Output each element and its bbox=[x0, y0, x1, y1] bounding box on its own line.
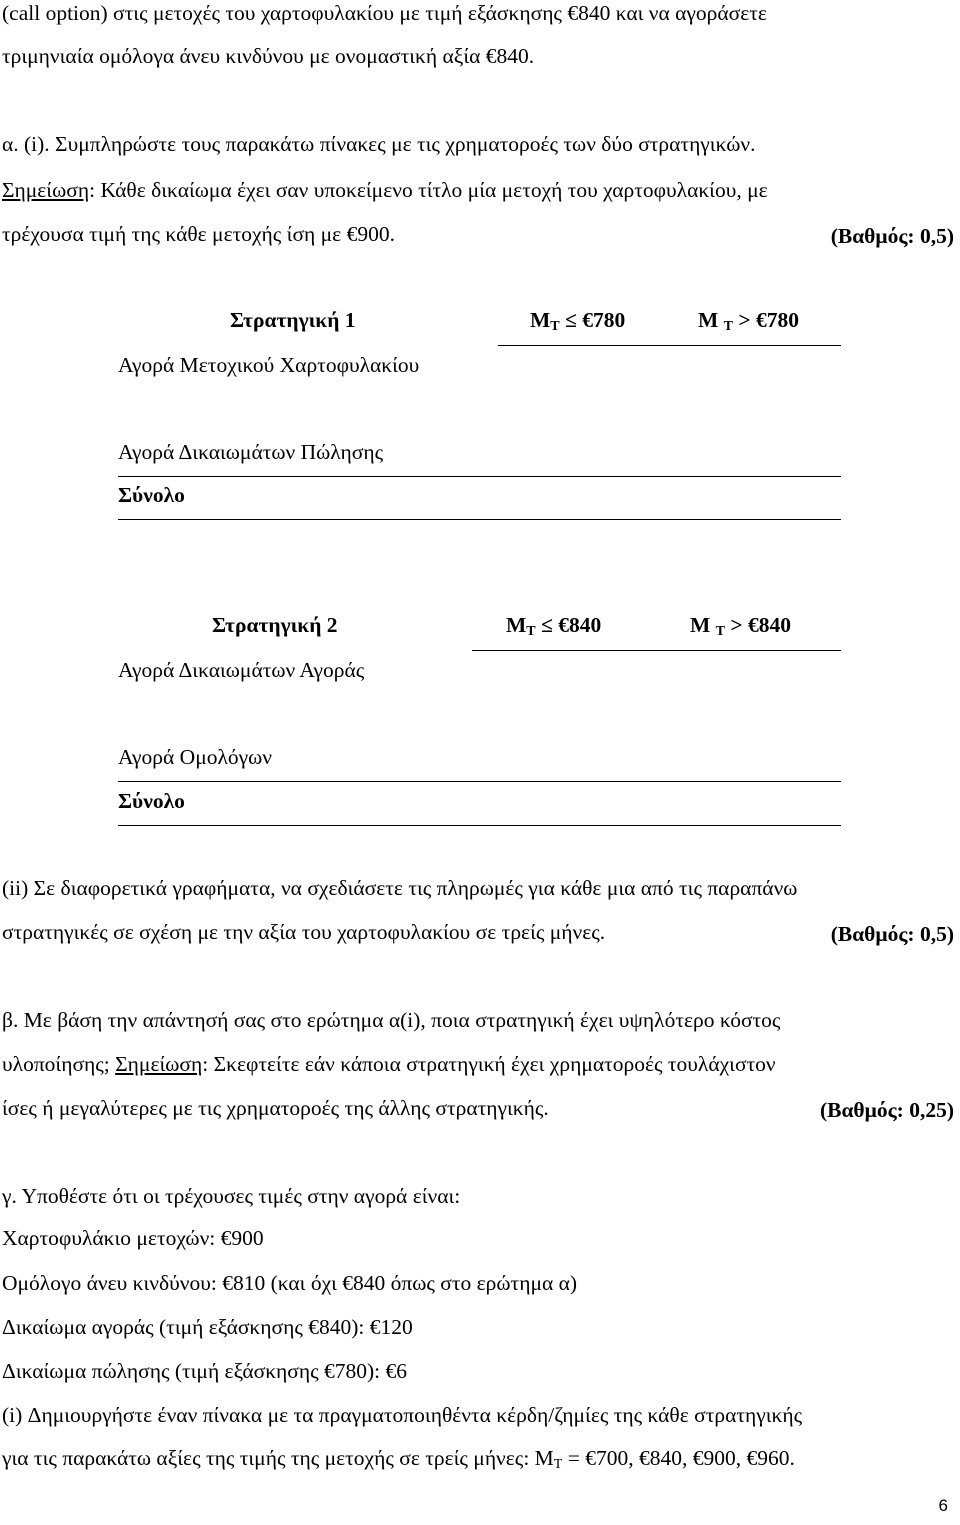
strategy-1-col-1 bbox=[530, 310, 625, 332]
col-1-m: M bbox=[506, 613, 527, 637]
strategy-1-row-2: Αγορά Δικαιωμάτων Πώλησης bbox=[118, 440, 384, 464]
part-a-line-2 bbox=[2, 180, 768, 202]
strategy-2-header-rule bbox=[472, 650, 841, 651]
strategy-1-total-rule bbox=[118, 476, 841, 477]
part-aii-line-1: (ii) Σε διαφορετικά γραφήματα, να σχεδιάσετε τις πληρωμές για κάθε μια από τις παραπάνω bbox=[2, 876, 798, 900]
note-label: Σημείωση bbox=[2, 178, 90, 202]
col-2-rest: > €780 bbox=[733, 308, 800, 332]
part-c-line-1: γ. Υποθέστε ότι οι τρέχουσες τιμές στην αγορά είναι: bbox=[2, 1184, 461, 1208]
col-2-rest: > €840 bbox=[725, 613, 792, 637]
part-a-line-1: α. (i). Συμπληρώστε τους παρακάτω πίνακες με τις χρηματοροές των δύο στρατηγικών. bbox=[2, 132, 756, 156]
strategy-1-bottom-rule bbox=[118, 519, 841, 520]
strategy-2-row-1: Αγορά Δικαιωμάτων Αγοράς bbox=[118, 658, 365, 682]
part-b-line-2-pre: υλοποίησης; bbox=[2, 1052, 116, 1076]
part-aii-grade: (Βαθμός: 0,5) bbox=[830, 922, 954, 946]
strategy-1-total: Σύνολο bbox=[118, 483, 185, 507]
part-aii-line-2: στρατηγικές σε σχέση με την αξία του χαρτοφυλακίου σε τρείς μήνες. bbox=[2, 920, 606, 944]
intro-line-2: τριμηνιαία ομόλογα άνευ κινδύνου με ονομαστική αξία €840. bbox=[2, 44, 535, 68]
strategy-2-col-2 bbox=[690, 615, 791, 637]
strategy-2-col-1 bbox=[506, 615, 601, 637]
part-c-line-7 bbox=[2, 1448, 795, 1470]
strategy-1-title: Στρατηγική 1 bbox=[230, 308, 356, 332]
col-1-rest: ≤ €840 bbox=[535, 613, 602, 637]
strategy-1-row-1: Αγορά Μετοχικού Χαρτοφυλακίου bbox=[118, 353, 420, 377]
part-c-line-7-sub: T bbox=[553, 1457, 563, 1472]
part-a-line-2-text: : Κάθε δικαίωμα έχει σαν υποκείμενο τίτλο μία μετοχή του χαρτοφυλακίου, με bbox=[89, 178, 768, 202]
note-label: Σημείωση bbox=[115, 1052, 203, 1076]
part-a-grade: (Βαθμός: 0,5) bbox=[830, 224, 954, 248]
col-2-sub: T bbox=[723, 319, 734, 334]
col-1-m: M bbox=[530, 308, 551, 332]
strategy-1-header-rule bbox=[498, 345, 841, 346]
col-1-rest: ≤ €780 bbox=[559, 308, 626, 332]
strategy-2-row-2: Αγορά Ομολόγων bbox=[118, 745, 273, 769]
col-2-sub: T bbox=[715, 624, 726, 639]
part-c-line-2: Χαρτοφυλάκιο μετοχών: €900 bbox=[2, 1226, 264, 1250]
strategy-2-total-rule bbox=[118, 781, 841, 782]
part-b-line-1: β. Με βάση την απάντησή σας στο ερώτημα α(i), ποια στρατηγική έχει υψηλότερο κόστος bbox=[2, 1008, 781, 1032]
part-a-line-3: τρέχουσα τιμή της κάθε μετοχής ίση με €900. bbox=[2, 222, 395, 246]
part-c-line-6: (i) Δημιουργήστε έναν πίνακα με τα πραγματοποιηθέντα κέρδη/ζημίες της κάθε στρατηγικής bbox=[2, 1403, 803, 1427]
col-2-m: M bbox=[698, 308, 724, 332]
page-number: 6 bbox=[938, 1496, 948, 1515]
part-c-line-4: Δικαίωμα αγοράς (τιμή εξάσκησης €840): €120 bbox=[2, 1315, 413, 1339]
col-1-sub: T bbox=[550, 319, 560, 334]
part-b-line-2-text: : Σκεφτείτε εάν κάποια στρατηγική έχει χρηματοροές τουλάχιστον bbox=[202, 1052, 776, 1076]
strategy-1-col-2 bbox=[698, 310, 799, 332]
part-b-line-3: ίσες ή μεγαλύτερες με τις χρηματοροές της άλλης στρατηγικής. bbox=[2, 1096, 549, 1120]
part-c-line-7-rest: = €700, €840, €900, €960. bbox=[562, 1446, 795, 1470]
intro-line-1: (call option) στις μετοχές του χαρτοφυλακίου με τιμή εξάσκησης €840 και να αγοράσετε bbox=[2, 1, 767, 25]
part-c-line-5: Δικαίωμα πώλησης (τιμή εξάσκησης €780): €6 bbox=[2, 1359, 408, 1383]
strategy-2-total: Σύνολο bbox=[118, 789, 185, 813]
col-1-sub: T bbox=[526, 624, 536, 639]
part-b-grade: (Βαθμός: 0,25) bbox=[819, 1098, 954, 1122]
col-2-m: M bbox=[690, 613, 716, 637]
strategy-2-title: Στρατηγική 2 bbox=[212, 613, 338, 637]
part-b-line-2 bbox=[2, 1054, 776, 1076]
strategy-2-bottom-rule bbox=[118, 825, 841, 826]
part-c-line-3: Ομόλογο άνευ κινδύνου: €810 (και όχι €840 όπως στο ερώτημα α) bbox=[2, 1271, 578, 1295]
part-c-line-7-pre: για τις παρακάτω αξίες της τιμής της μετοχής σε τρείς μήνες: M bbox=[2, 1446, 554, 1470]
